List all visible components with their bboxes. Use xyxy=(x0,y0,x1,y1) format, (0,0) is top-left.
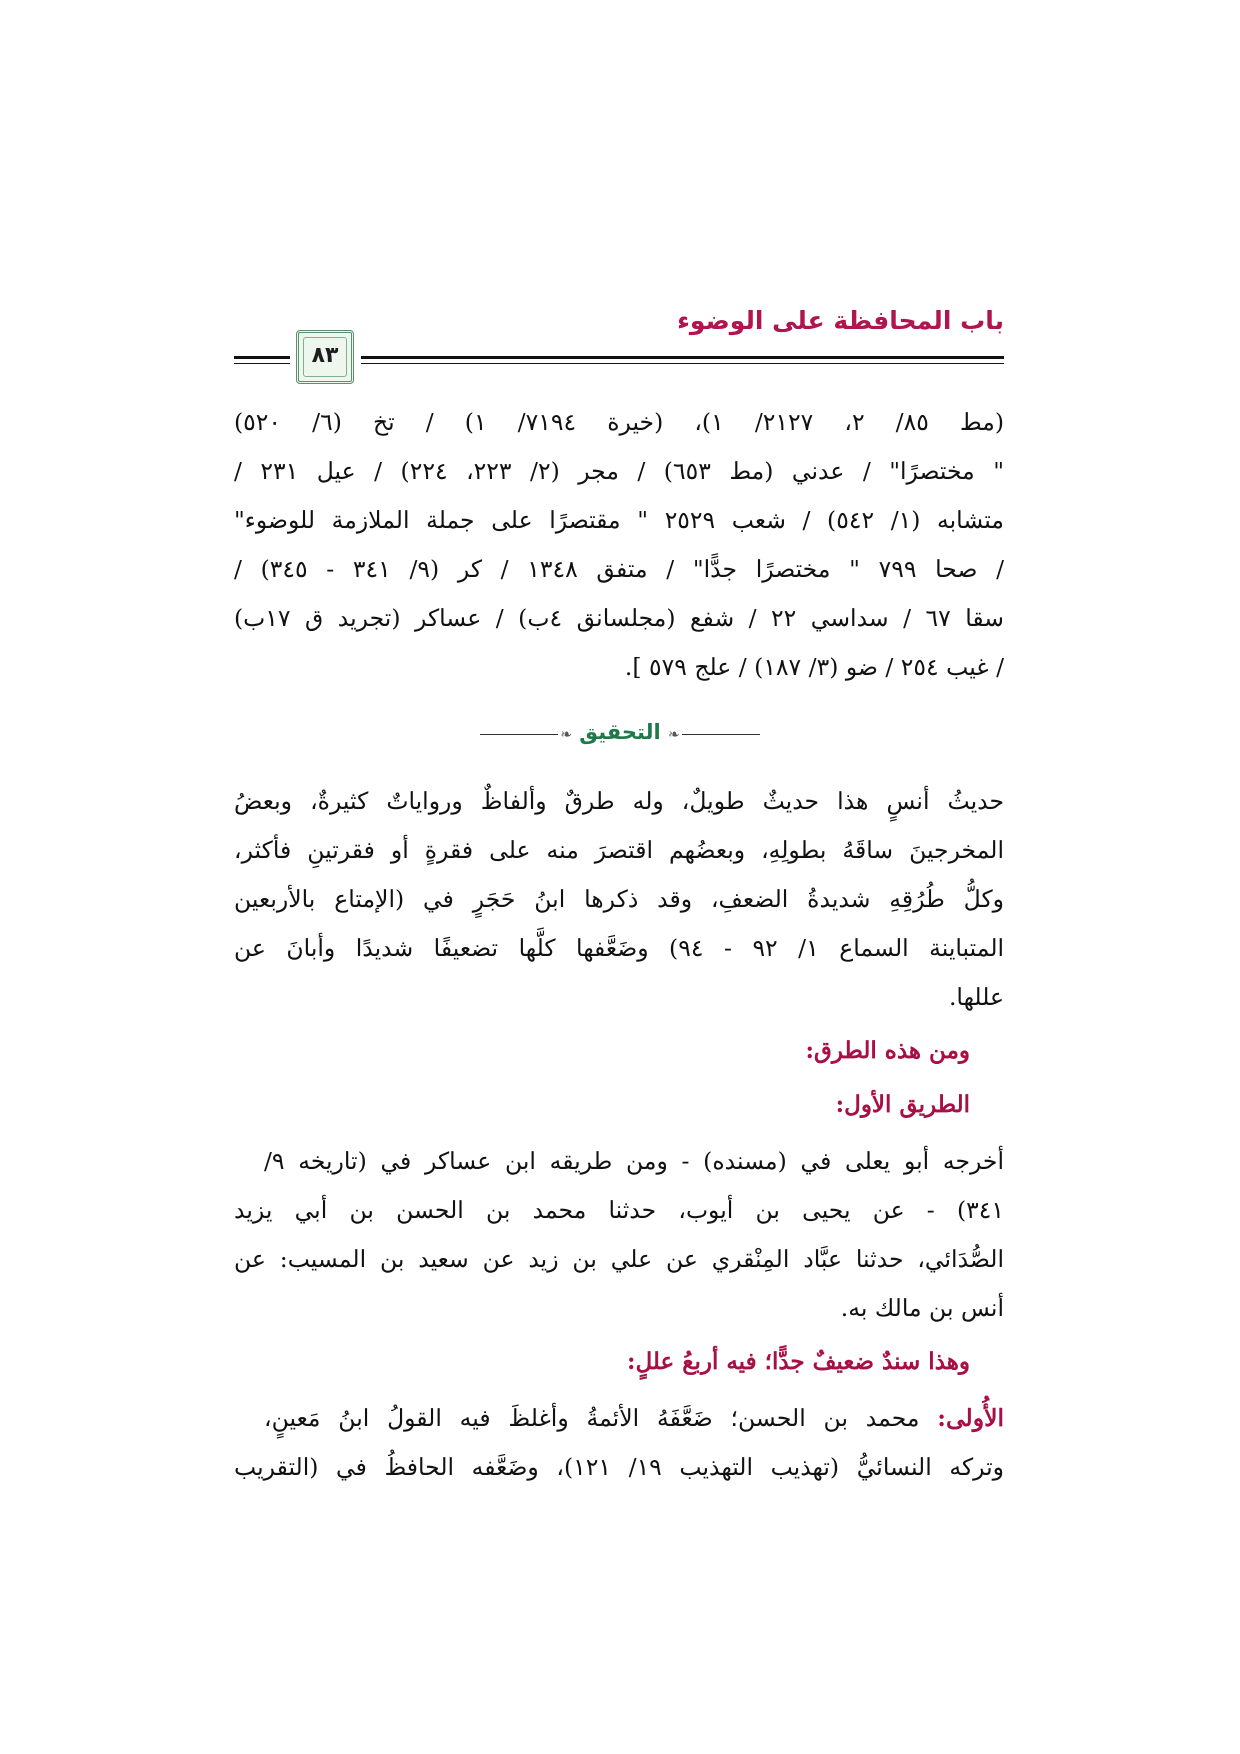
paragraph-lead: الأُولى: xyxy=(937,1404,1004,1432)
running-title: باب المحافظة على الوضوء xyxy=(677,306,1004,335)
ornament-icon: ❧ xyxy=(560,727,572,743)
ornament-icon: ❧ xyxy=(668,727,680,743)
tahqiq-separator xyxy=(480,720,760,750)
header-rule xyxy=(361,356,1004,359)
tahqiq-heading xyxy=(480,720,760,744)
reference-line: / غيب ٢٥٤ / ضو (٣/ ١٨٧) / علج ٥٧٩ ]. xyxy=(624,653,1004,681)
section-heading: ومن هذه الطرق: xyxy=(805,1037,970,1064)
paragraph-line: المتباينة السماع ١/ ٩٢ - ٩٤) وضَعَّفها كلَّها تضعيفًا شديدًا وأبانَ عن xyxy=(234,934,1005,962)
reference-line: / صحا ٧٩٩ " مختصرًا جدًّا" / متفق ١٣٤٨ / كر (٩/ ٣٤١ - ٣٤٥) / xyxy=(234,555,1005,583)
reference-line: سقا ٦٧ / سداسي ٢٢ / شفع (مجلسانق ٤ب) / عساكر (تجريد ق ١٧ب) xyxy=(234,604,1004,632)
paragraph-line: المخرجينَ ساقَهُ بطولِهِ، وبعضُهم اقتصرَ منه على فقرةٍ أو فقرتينِ فأكثر، xyxy=(234,836,1004,864)
header-rule xyxy=(234,363,290,364)
reference-line: متشابه (١/ ٥٤٢) / شعب ٢٥٢٩ " مقتصرًا على جملة الملازمة للوضوء" xyxy=(234,506,1004,534)
paragraph-line: أخرجه أبو يعلى في (مسنده) - ومن طريقه ابن عساكر في (تاريخه ٩/ xyxy=(264,1147,1004,1175)
page-number: ٨٣ xyxy=(311,343,339,368)
paragraph-line xyxy=(264,1398,1004,1438)
paragraph-line: وكلُّ طُرُقِهِ شديدةُ الضعفِ، وقد ذكرها ابنُ حَجَرٍ في (الإمتاع بالأربعين xyxy=(234,885,1004,913)
header-rule xyxy=(234,356,290,359)
paragraph-line: أنس بن مالك به. xyxy=(840,1294,1004,1322)
paragraph-line: الصُّدَائي، حدثنا عبَّاد المِنْقري عن علي بن زيد عن سعيد بن المسيب: عن xyxy=(234,1245,1004,1273)
page-number-frame xyxy=(296,330,354,384)
header-rule xyxy=(361,363,1004,364)
paragraph-line: وتركه النسائيُّ (تهذيب التهذيب ١٩/ ١٢١)، وضَعَّفه الحافظُ في (التقريب xyxy=(234,1453,1004,1481)
paragraph-line: ٣٤١) - عن يحيى بن أيوب، حدثنا محمد بن الحسن بن أبي يزيد xyxy=(234,1196,1004,1224)
paragraph-line: عللها. xyxy=(948,983,1004,1011)
section-heading: وهذا سندٌ ضعيفٌ جدًّا؛ فيه أربعُ عللٍ: xyxy=(626,1348,970,1375)
page-header xyxy=(234,300,1004,390)
section-heading: الطريق الأول: xyxy=(835,1091,970,1118)
tahqiq-heading-text: التحقيق xyxy=(579,720,661,744)
paragraph-line: حديثُ أنسٍ هذا حديثٌ طويلٌ، وله طرقٌ وألفاظٌ ورواياتٌ كثيرةٌ، وبعضُ xyxy=(234,787,1004,815)
paragraph-text: محمد بن الحسن؛ ضَعَّفَهُ الأئمةُ وأغلظَ فيه القولُ ابنُ مَعينٍ، xyxy=(264,1404,938,1432)
reference-line: " مختصرًا" / عدني (مط ٦٥٣) / مجر (٢/ ٢٢٣، ٢٢٤) / عيل ٢٣١ / xyxy=(234,457,1005,485)
reference-line: (مط ٨٥/ ٢، ٢١٢٧/ ١)، (خيرة ٧١٩٤/ ١) / تخ (٦/ ٥٢٠) xyxy=(234,408,1004,436)
